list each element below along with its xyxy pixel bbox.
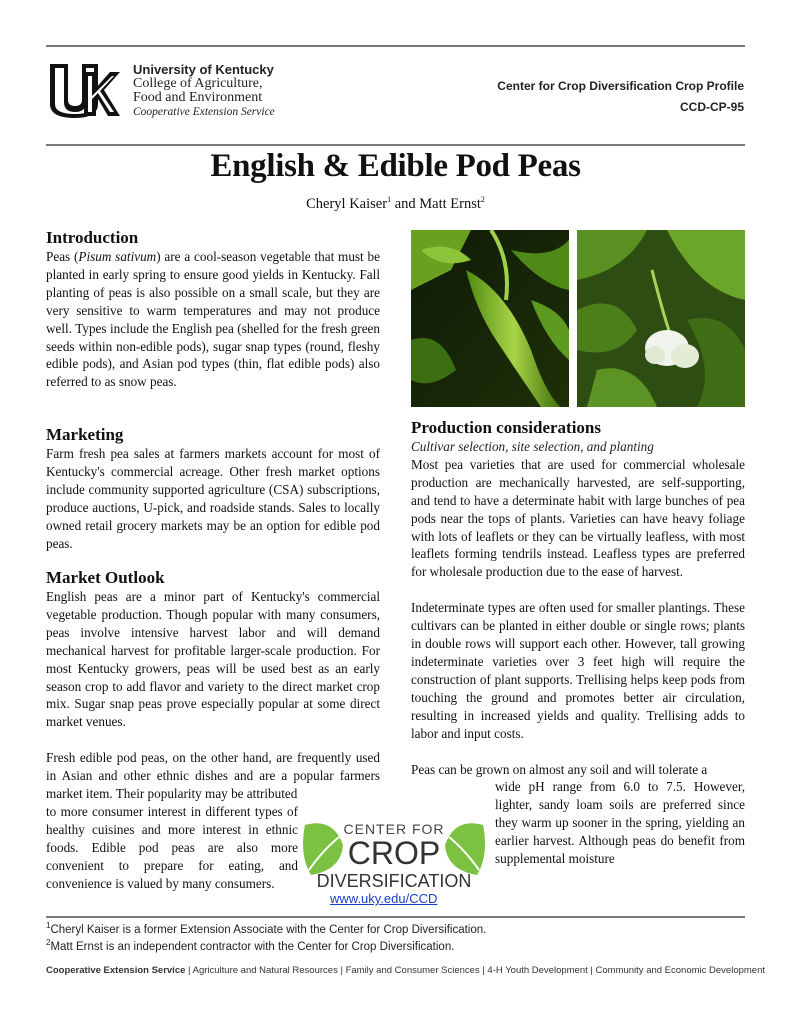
page-title: English & Edible Pod Peas <box>210 148 581 184</box>
production-p1: Most pea varieties that are used for commercial wholesale production are mechanically harvested, are self-supporting, and tend to have a determinate habit with large bunches of pea pods near the tops of plants. Varieties can have heavy foliage with lots of leaflets or they can be virtually leafless, with most leaflets forming tendrils instead. Leafless types are preferred for wholesale production due to the ease of harvest. <box>411 456 745 580</box>
production-p2: Indeterminate types are often used for smaller plantings. These cultivars can be planted in either double or single rows; plants in double rows will support each other. However, tall growing indeterminate varieties over 3 feet high will require the construction of plant supports. Trellising helps keep pods from touching the ground and promotes better air circulation, resulting in increased yields and quality. Trellising adds to labor and input costs. <box>411 600 745 741</box>
univ-line4: Cooperative Extension Service <box>133 106 275 118</box>
authors-and: and <box>391 196 420 212</box>
ccd-logo-line2: CROP <box>347 835 441 871</box>
authors-line <box>0 196 791 213</box>
footer-rest: | Agriculture and Natural Resources | Family and Consumer Sciences | 4-H Youth Development | Community and Economic Development <box>185 965 766 976</box>
production-p3-full: Peas can be grown on almost any soil and will tolerate a <box>411 761 708 777</box>
intro-text-post: ) are a cool-season vegetable that must be planted in early spring to ensure good yields in Kentucky. Fall planting of peas is also possible on a small scale, but they are very sensitive to warm temperatures and may not produce well. Types include the English pea (shelled for the fresh green seeds within non-edible pods), sugar snap types (round, fleshy edible pods), and Asian pod types (thin, flat edible pods) also referred to as snow peas. <box>46 249 380 390</box>
production-section <box>411 418 745 868</box>
pea-flower-photo <box>577 230 745 407</box>
top-rule <box>46 45 745 47</box>
footnotes <box>46 922 486 956</box>
production-subheading: Cultivar selection, site selection, and planting <box>411 439 654 454</box>
ccd-logo-line1: CENTER FOR <box>343 821 445 837</box>
center-title: Center for Crop Diversification Crop Profile <box>497 79 744 93</box>
marketing-heading: Marketing <box>46 425 124 444</box>
author2: Matt Ernst <box>419 196 481 212</box>
profile-code: CCD-CP-95 <box>679 100 744 114</box>
footnote-2-text: Matt Ernst is an independent contractor with the Center for Crop Diversification. <box>50 941 455 953</box>
header-rule <box>46 144 745 146</box>
univ-line1: University of Kentucky <box>133 62 274 77</box>
leaf-left-icon <box>303 823 343 875</box>
footer-departments <box>46 965 765 976</box>
footnote-2-sup: 2 <box>46 938 51 948</box>
intro-text <box>46 248 380 391</box>
intro-text-pre: Peas ( <box>46 249 79 264</box>
author1-sup: 1 <box>387 195 392 205</box>
outlook-p2-narrow: to more consumer interest in different types of healthy cuisines and more interest in ethnic foods. Edible pod peas are also more convenient to prepare for eating, and convenience is valued by many consumers. <box>46 803 298 891</box>
intro-section <box>46 228 380 391</box>
leaf-right-icon <box>445 823 485 875</box>
footnote-2 <box>46 939 486 956</box>
footnote-1-text: Cheryl Kaiser is a former Extension Associate with the Center for Crop Diversification. <box>50 924 487 936</box>
outlook-heading: Market Outlook <box>46 568 165 587</box>
footer-lead: Cooperative Extension Service <box>46 965 186 976</box>
author2-sup: 2 <box>480 195 485 205</box>
outlook-p1: English peas are a minor part of Kentucky's commercial vegetable production. Though popular with many consumers, peas involve intensive harvest labor and will demand mechanical harvest for profitable larger-scale production. For most Kentucky growers, peas will be used best as an early season crop to add flavor and variety to the direct market crop mix. Sugar snap peas prove especially popular at some direct market venues. <box>46 589 380 730</box>
author1: Cheryl Kaiser <box>306 196 388 212</box>
production-heading: Production considerations <box>411 418 602 437</box>
univ-line2: College of Agriculture, <box>133 76 263 91</box>
intro-heading: Introduction <box>46 228 139 247</box>
marketing-text: Farm fresh pea sales at farmers markets account for most of Kentucky's commercial acreage. Other fresh market options include community supported agriculture (CSA) subscriptions, produce auctions, U-pick, and roadside stands. Sales to locally owned retail grocery markets may be an option for edible pod peas. <box>46 446 380 551</box>
center-profile-block <box>497 76 744 118</box>
ccd-logo-line3: DIVERSIFICATION <box>316 871 472 891</box>
footnote-1-sup: 1 <box>46 921 51 931</box>
uk-logo-icon <box>48 62 120 120</box>
footnote-1 <box>46 922 486 939</box>
outlook-p2-full: Fresh edible pod peas, on the other hand, are frequently used in Asian and other ethnic dishes and are a popular farmers market item. Their popularity may be attributed <box>46 750 380 802</box>
pea-pods-photo <box>411 230 569 407</box>
production-p3-narrow: wide pH range from 6.0 to 7.5. However, lighter, sandy loam soils are preferred since they warm up sooner in the spring, yielding an earlier harvest. Although peas do benefit from supplemental moisture <box>495 779 745 867</box>
ccd-website-link[interactable]: www.uky.edu/CCD <box>330 891 438 906</box>
footnote-rule <box>46 916 745 918</box>
intro-latin-name: Pisum sativum <box>78 249 157 264</box>
univ-line3: Food and Environment <box>133 90 263 105</box>
university-name-block <box>133 63 275 119</box>
marketing-section <box>46 425 380 552</box>
